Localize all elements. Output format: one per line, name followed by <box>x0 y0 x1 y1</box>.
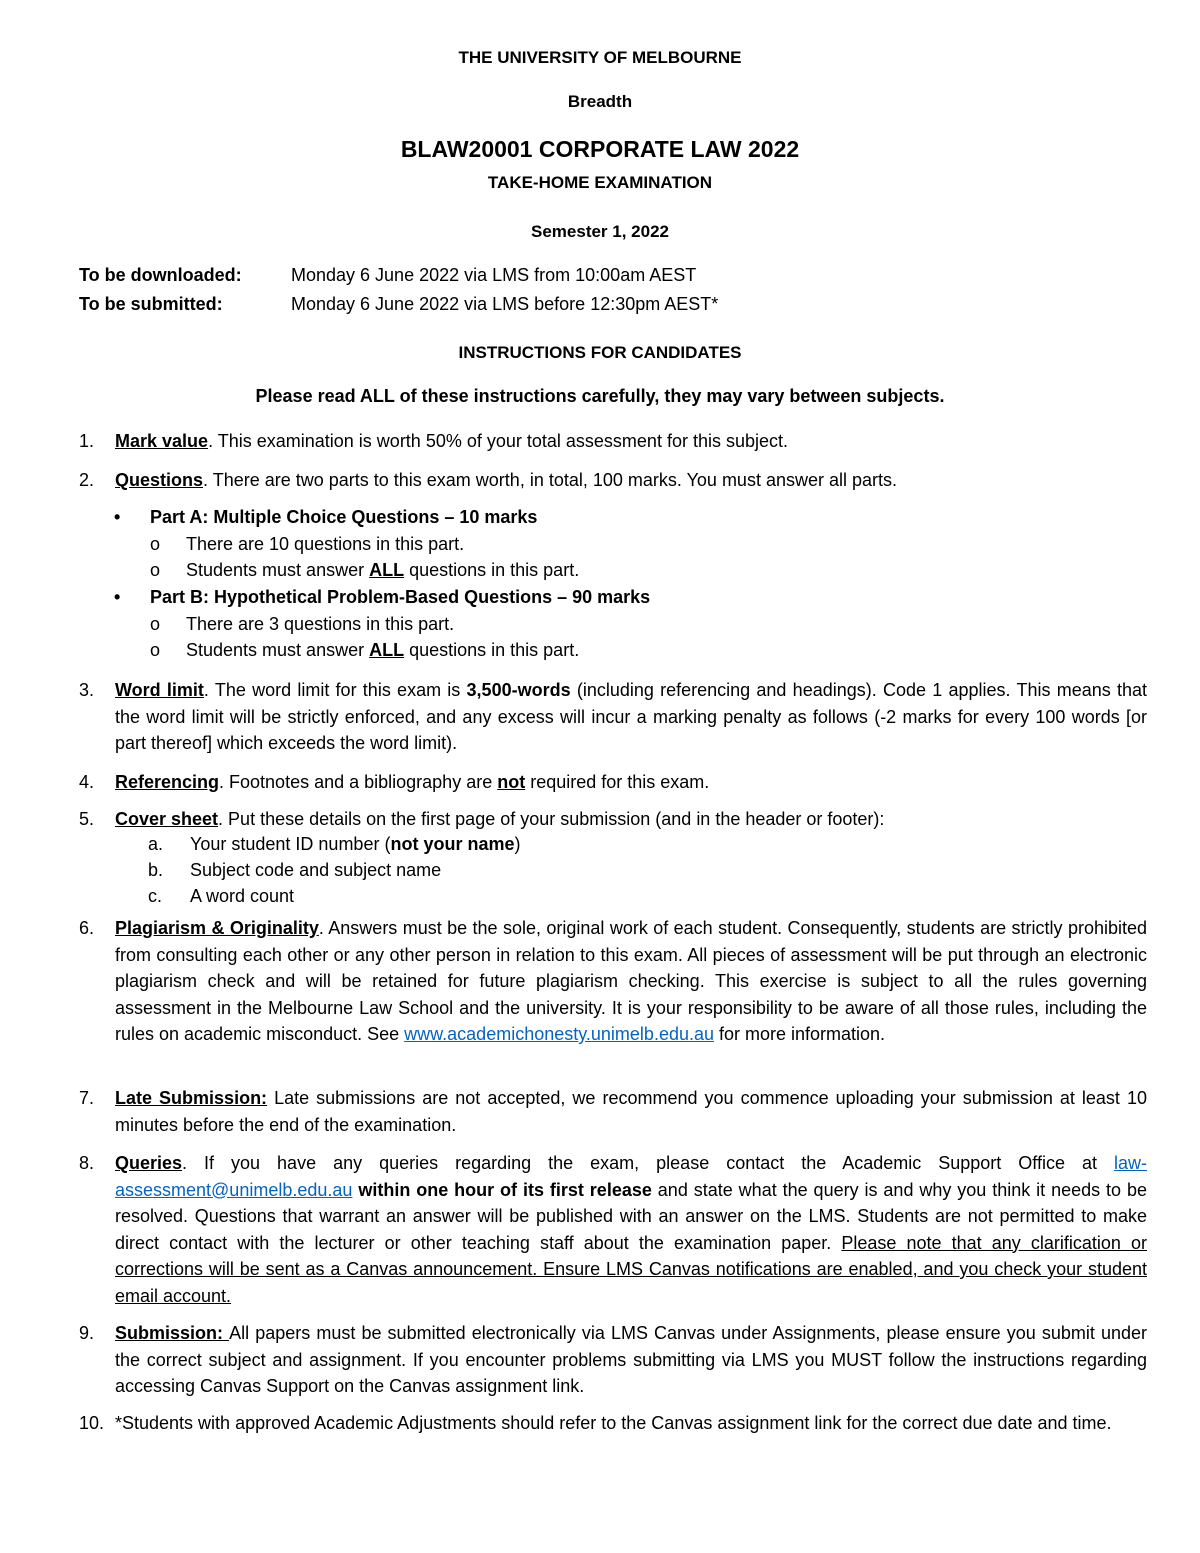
bullet-icon: • <box>114 507 121 527</box>
university-title: THE UNIVERSITY OF MELBOURNE <box>458 48 742 67</box>
submit-value: Monday 6 June 2022 via LMS before 12:30pm AEST* <box>291 294 719 314</box>
item-number: 9. <box>79 1323 95 1343</box>
cover-sheet-item: a. Your student ID number (not your name) <box>148 834 521 854</box>
instruction-item: 8. Queries. If you have any queries regarding the exam, please contact the Academic Support Office at law-assessment@unimelb.edu.au within one hour of its first release and state what the query is and why you think it needs to be resolved. Questions that warrant an answer will be published with an answer on the LMS. Students are not permitted to make direct contact with the lecturer or other teaching staff about the examination paper. Please note that any clarification or corrections will be sent as a Canvas announcement. Ensure LMS Canvas notifications are enabled, and you check your student email account. <box>79 1150 1147 1309</box>
academic-honesty-link[interactable]: www.academichonesty.unimelb.edu.au <box>404 1024 714 1044</box>
bullet-icon: • <box>114 587 121 607</box>
cover-sheet-item: b. Subject code and subject name <box>148 860 442 880</box>
item-lead: Mark value <box>115 431 209 451</box>
instruction-item <box>79 467 1147 494</box>
email-link[interactable]: law-assessment@unimelb.edu.au <box>115 1153 1147 1200</box>
item-number: 10. <box>79 1413 105 1433</box>
instruction-item: 4. Referencing. Footnotes and a bibliography are not required for this exam. <box>79 769 1147 796</box>
subject-title: BLAW20001 CORPORATE LAW 2022 <box>400 136 800 162</box>
download-label: To be downloaded: <box>79 265 242 285</box>
instruction-item: 9. Submission: All papers must be submitted electronically via LMS Canvas under Assignments, please ensure you submit under the correct subject and assignment. If you encounter problems submitting via LMS you MUST follow the instructions regarding accessing Canvas Support on the Canvas assignment link. <box>79 1320 1147 1400</box>
circle-bullet-icon: o <box>150 614 161 634</box>
item-number: 8. <box>79 1153 95 1173</box>
breadth-label: Breadth <box>567 92 633 111</box>
semester: Semester 1, 2022 <box>531 222 669 241</box>
item-number: 3. <box>79 680 95 700</box>
download-row <box>79 265 696 286</box>
item-number: 2. <box>79 470 95 490</box>
item-number: 1. <box>79 431 95 451</box>
download-value: Monday 6 June 2022 via LMS from 10:00am AEST <box>291 265 697 285</box>
instructions-note: Please read ALL of these instructions carefully, they may vary between subjects. <box>255 386 945 406</box>
item-number: 6. <box>79 918 95 938</box>
cover-sheet-item: c. A word count <box>148 886 295 906</box>
part-b-sub: o There are 3 questions in this part. <box>150 614 455 634</box>
part-a-sub: o There are 10 questions in this part. <box>150 534 465 554</box>
item-number: 5. <box>79 809 95 829</box>
instruction-item: 6. Plagiarism & Originality. Answers must be the sole, original work of each student. Consequently, students are strictly prohibited from consulting each other or any other person in relation to this exam. All pieces of assessment will be put through an electronic plagiarism check and will be retained for future plagiarism checking. This exercise is subject to all the rules governing assessment in the Melbourne Law School and the university. It is your responsibility to be aware of all those rules, including the rules on academic misconduct. See www.academichonesty.unimelb.edu.au for more information. <box>79 915 1147 1048</box>
exam-type: TAKE-HOME EXAMINATION <box>487 173 713 192</box>
instruction-item: 7. Late Submission: Late submissions are not accepted, we recommend you commence uploading your submission at least 10 minutes before the end of the examination. <box>79 1085 1147 1138</box>
instruction-item: 5. Cover sheet. Put these details on the first page of your submission (and in the header or footer): <box>79 806 1147 833</box>
instruction-item: 10. *Students with approved Academic Adjustments should refer to the Canvas assignment link for the correct due date and time. <box>79 1410 1147 1437</box>
part-a-sub: o Students must answer ALL questions in this part. <box>150 560 580 580</box>
item-number: 4. <box>79 772 95 792</box>
item-lead: Questions <box>115 470 204 490</box>
circle-bullet-icon: o <box>150 640 161 660</box>
circle-bullet-icon: o <box>150 560 161 580</box>
instructions-heading: INSTRUCTIONS FOR CANDIDATES <box>458 343 742 362</box>
item-text: . This examination is worth 50% of your total assessment for this subject. <box>208 431 788 451</box>
item-text: . There are two parts to this exam worth, in total, 100 marks. You must answer all parts. <box>203 470 897 490</box>
part-a-bullet: • Part A: Multiple Choice Questions – 10 marks <box>114 507 538 527</box>
circle-bullet-icon: o <box>150 534 161 554</box>
submit-label: To be submitted: <box>79 294 223 314</box>
part-b-sub: o Students must answer ALL questions in this part. <box>150 640 580 660</box>
instruction-item: 3. Word limit. The word limit for this exam is 3,500-words (including referencing and headings). Code 1 applies. This means that the word limit will be strictly enforced, and any excess will incur a marking penalty as follows (-2 marks for every 100 words [or part thereof] which exceeds the word limit). <box>79 677 1147 757</box>
instruction-item <box>79 428 1147 455</box>
part-b-bullet: • Part B: Hypothetical Problem-Based Questions – 90 marks <box>114 587 651 607</box>
item-number: 7. <box>79 1088 95 1108</box>
submit-row <box>79 294 718 315</box>
